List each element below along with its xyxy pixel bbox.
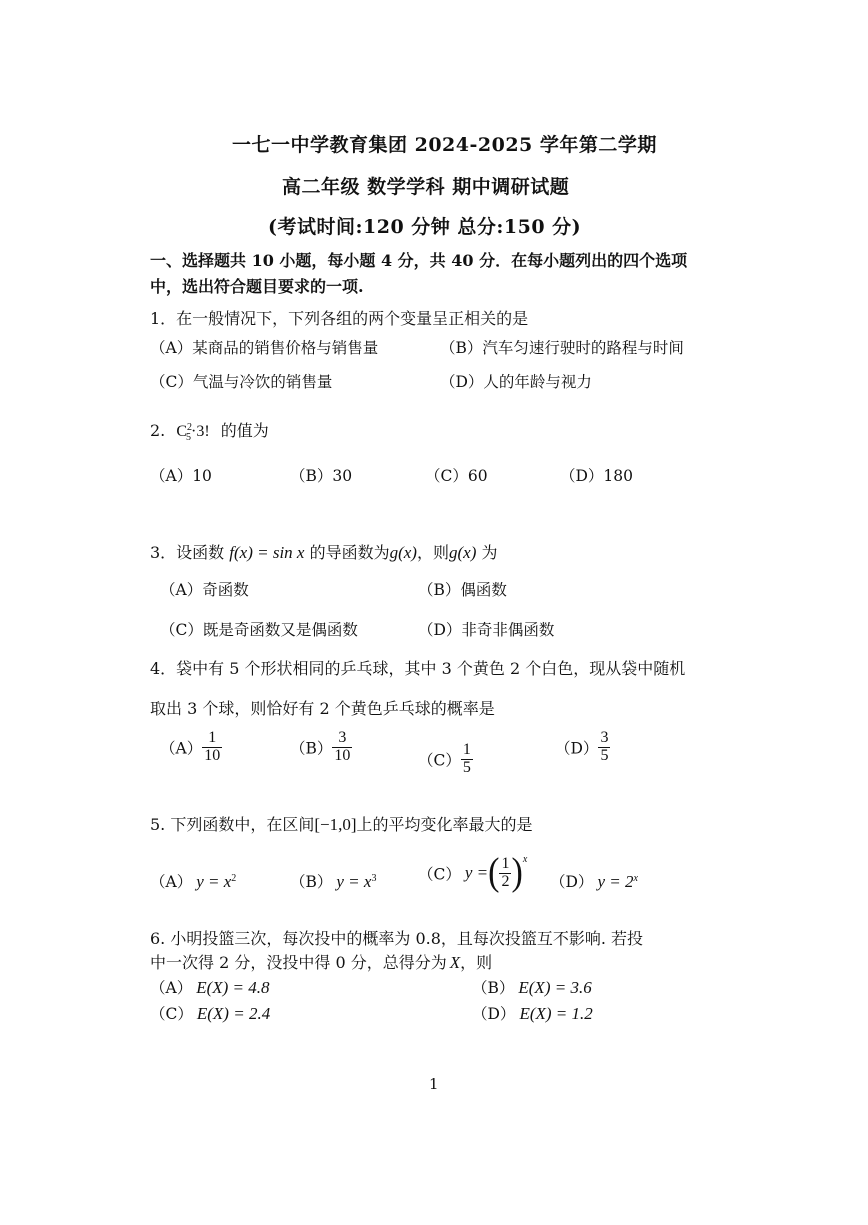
question-4-option-d — [555, 730, 610, 765]
question-2-stem — [150, 418, 269, 443]
fraction — [332, 730, 352, 765]
question-3-option-d: （D）非奇非偶函数 — [418, 621, 555, 639]
question-6-text-2: ，则 — [460, 953, 493, 972]
question-6-option-d — [472, 1002, 593, 1024]
question-6-variable: X — [449, 953, 461, 972]
question-5-text-2: 上的平均变化率最大的是 — [356, 815, 533, 834]
question-3-option-a: （A）奇函数 — [160, 581, 249, 599]
right-paren: ) — [511, 851, 523, 894]
option-label: （C） — [418, 865, 461, 884]
page-number: 1 — [429, 1075, 439, 1093]
option-exponent: 2 — [231, 872, 237, 884]
question-1-option-c: （C）气温与冷饮的销售量 — [150, 373, 333, 391]
fraction-denominator: 5 — [462, 758, 471, 776]
question-6-line2 — [150, 950, 492, 973]
option-label: （C） — [418, 751, 461, 770]
fraction — [202, 730, 222, 765]
question-1-option-d: （D）人的年龄与视力 — [440, 373, 592, 391]
option-label: （A） — [160, 739, 203, 758]
question-1-option-a: （A）某商品的销售价格与销售量 — [150, 339, 379, 357]
fraction-numerator: 1 — [501, 855, 510, 872]
question-2-stem-tail: 的值为 — [220, 421, 269, 440]
question-3-text-1: 3．设函数 — [150, 543, 225, 562]
section-heading-line1: 一、选择题共 10 小题，每小题 4 分，共 40 分．在每小题列出的四个选项 — [150, 251, 688, 270]
question-3-derivative-2: g(x) — [448, 543, 477, 562]
fraction-denominator: 5 — [600, 746, 609, 764]
option-label: （A） — [150, 979, 193, 997]
question-5-interval: [−1,0] — [314, 815, 357, 834]
question-5-option-d — [550, 870, 638, 892]
option-expression: y = x — [196, 872, 232, 891]
question-5-text-1: 5. 下列函数中，在区间 — [150, 815, 315, 834]
question-3-option-c: （C）既是奇函数又是偶函数 — [160, 621, 358, 639]
question-5-stem — [150, 812, 533, 835]
exam-info-line: (考试时间:120 分钟 总分:150 分) — [268, 216, 582, 238]
fraction — [461, 742, 473, 777]
question-2-option-b: （B）30 — [290, 467, 353, 485]
question-6-text-1: 中一次得 2 分，没投中得 0 分，总得分为 — [150, 953, 447, 972]
option-expression: E(X) = 3.6 — [518, 978, 592, 997]
option-expression: y = x — [336, 872, 372, 891]
fraction-numerator: 3 — [332, 730, 352, 748]
option-label: （B） — [472, 979, 515, 997]
question-6-option-c — [150, 1002, 270, 1024]
combination-expr-tail: ·3! — [191, 423, 210, 440]
exam-title-line2: 高二年级 数学学科 期中调研试题 — [282, 176, 570, 198]
question-4-option-c — [418, 742, 473, 777]
question-1-stem: 1．在一般情况下，下列各组的两个变量呈正相关的是 — [150, 309, 529, 328]
option-expression: E(X) = 4.8 — [196, 978, 270, 997]
combination-sub: 5 — [186, 432, 192, 444]
combination-sup: 2 — [187, 421, 193, 433]
option-label: （B） — [290, 739, 333, 758]
question-3-function: f(x) = sin x — [229, 543, 305, 562]
exam-title-line1: 一七一中学教育集团 2024-2025 学年第二学期 — [232, 134, 657, 156]
question-5-option-c — [418, 851, 528, 894]
fraction-denominator: 2 — [501, 872, 510, 890]
option-expression: y = — [464, 863, 489, 883]
question-6-line1: 6. 小明投篮三次，每次投中的概率为 0.8，且每次投篮互不影响. 若投 — [150, 929, 644, 948]
option-label: （B） — [290, 873, 333, 891]
option-exponent: x — [633, 872, 638, 884]
question-6-option-b — [472, 976, 592, 998]
question-2-option-a: （A）10 — [150, 467, 212, 485]
fraction — [499, 856, 511, 891]
question-4-line1: 4．袋中有 5 个形状相同的乒乓球，其中 3 个黄色 2 个白色，现从袋中随机 — [150, 659, 686, 678]
section-heading-line2: 中，选出符合题目要求的一项. — [150, 277, 364, 296]
question-1-option-b: （B）汽车匀速行驶时的路程与时间 — [440, 339, 684, 357]
question-4-option-a — [160, 730, 222, 765]
question-6-option-a — [150, 976, 270, 998]
fraction-denominator: 10 — [204, 746, 221, 764]
fraction — [598, 730, 610, 765]
question-5-option-b — [290, 870, 376, 892]
question-2-option-c: （C）60 — [425, 467, 488, 485]
question-3-derivative-1: g(x) — [389, 543, 417, 562]
option-expression: E(X) = 2.4 — [196, 1004, 271, 1023]
option-label: （A） — [150, 873, 193, 891]
question-2-option-d: （D）180 — [560, 467, 634, 485]
option-label: （D） — [555, 739, 599, 758]
option-label: （D） — [472, 1005, 516, 1023]
question-2-number: 2. — [150, 421, 166, 440]
fraction-numerator: 1 — [202, 730, 222, 748]
question-3-option-b: （B）偶函数 — [418, 581, 507, 599]
fraction-denominator: 10 — [334, 746, 351, 764]
fraction-numerator: 1 — [462, 741, 471, 758]
question-3-text-3: ，则 — [416, 543, 449, 562]
option-label: （D） — [550, 873, 594, 891]
combination-symbol: $C^2_5$ — [176, 421, 193, 444]
option-exponent: 3 — [371, 872, 377, 884]
option-expression: E(X) = 1.2 — [519, 1004, 593, 1023]
question-3-text-2: 的导函数为 — [309, 543, 390, 562]
question-5-option-a — [150, 870, 236, 892]
question-4-option-b — [290, 730, 352, 765]
question-3-stem — [150, 540, 497, 563]
option-label: （C） — [150, 1005, 193, 1023]
question-4-line2: 取出 3 个球，则恰好有 2 个黄色乒乓球的概率是 — [150, 699, 495, 718]
option-exponent: x — [522, 854, 528, 865]
fraction-numerator: 3 — [600, 729, 609, 746]
left-paren: ( — [488, 851, 500, 894]
question-3-text-4: 为 — [481, 543, 498, 562]
option-expression: y = 2 — [597, 872, 634, 891]
